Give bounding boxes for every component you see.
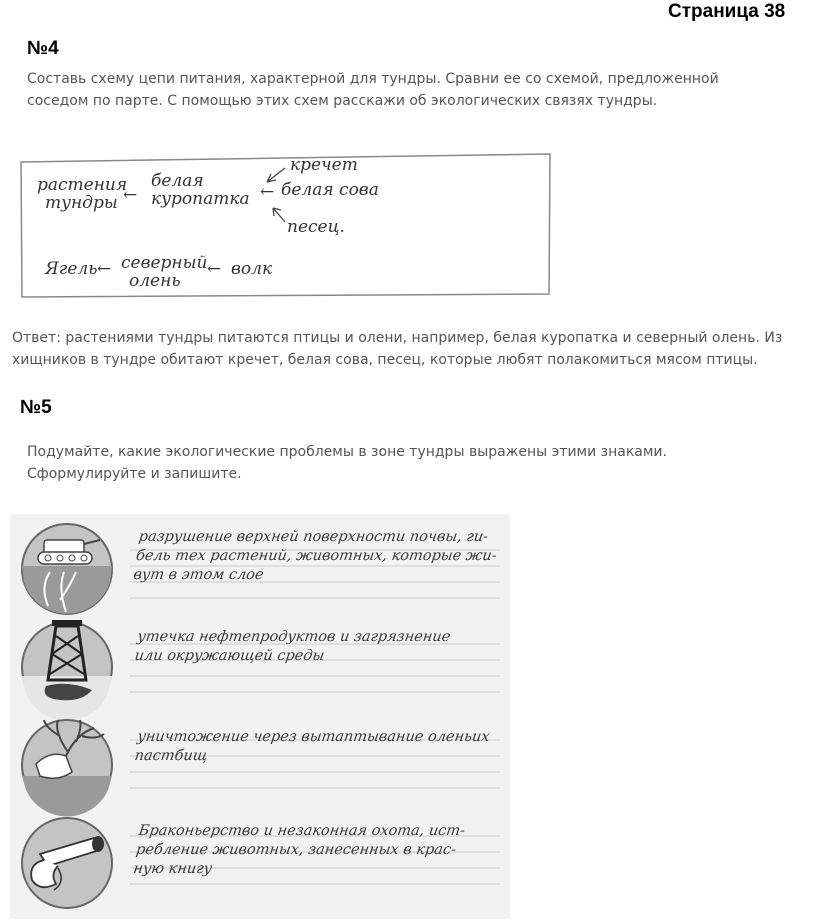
page-number: Страница 38 (668, 1, 786, 22)
arrow-2: ← (260, 182, 275, 202)
arrow-1: ← (123, 185, 138, 205)
wolf-label: волк (231, 259, 273, 279)
tank-tracks-icon (22, 524, 112, 614)
task4-answer-line-1: Ответ: растениями тундры питаются птицы и олени, например, белая куропатка и северный олень. Из (12, 330, 783, 346)
ptarmigan-label-2: куропатка (151, 189, 250, 209)
task4-instructions (27, 68, 807, 112)
task4-number: №4 (27, 38, 59, 59)
task4-instruction-line-2: соседом по парте. С помощью этих схем расскажи об экологических связях тундры. (27, 93, 658, 109)
food-chain-scheme (15, 150, 555, 300)
task4-answer (12, 327, 812, 371)
task5-answer-3-line-2: пастбищ (133, 748, 209, 764)
moss-label: Ягель (45, 259, 98, 279)
predator-snowy-owl: белая сова (281, 180, 379, 200)
task5-answer-1-line-3: вут в этом слое (132, 567, 265, 583)
task5-instructions (27, 441, 807, 485)
reindeer-label-1: северный (121, 253, 208, 273)
task5-answer-1 (132, 528, 510, 585)
task4-answer-line-2: хищников в тундре обитают кречет, белая сова, песец, которые любят полакомиться мясом птицы. (12, 352, 758, 368)
arrow-3: ← (97, 259, 112, 279)
task5-answer-2-line-1: утечка нефтепродуктов и загрязнение (136, 629, 452, 645)
gun-icon (22, 818, 112, 908)
task5-answer-2-line-2: или окружающей среды (133, 648, 326, 664)
arrow-4: ← (207, 259, 222, 279)
predator-arctic-fox: песец. (287, 217, 345, 237)
plants-label-2: тундры (45, 193, 118, 213)
reindeer-icon (22, 720, 112, 816)
task5-answer-3-line-1: уничтожение через вытаптывание оленьих (136, 729, 491, 745)
oil-derrick-icon (22, 620, 112, 720)
reindeer-label-2: олень (129, 271, 181, 291)
task5-answer-3 (133, 728, 508, 766)
task4-instruction-line-1: Составь схему цепи питания, характерной для тундры. Сравни ее со схемой, предложенной (27, 71, 719, 87)
arrow-arctic-fox (273, 208, 285, 222)
task5-answer-1-line-1: разрушение верхней поверхности почвы, ги- (137, 529, 490, 545)
task5-answer-2 (133, 628, 508, 666)
task5-instruction-line-2: Сформулируйте и запишите. (27, 466, 242, 482)
task5-answer-1-line-2: бель тех растений, животных, которые жи- (134, 548, 498, 564)
task5-answer-4-line-3: ную книгу (132, 861, 214, 877)
task5-number: №5 (20, 397, 52, 418)
task5-answer-4-line-2: ребление животных, занесенных в крас- (134, 842, 458, 858)
task5-answer-4 (132, 822, 510, 879)
ptarmigan-label-1: белая (151, 171, 204, 191)
plants-label-1: растения (37, 175, 128, 195)
task5-answer-4-line-1: Браконьерство и незаконная охота, ист- (137, 823, 467, 839)
task5-instruction-line-1: Подумайте, какие экологические проблемы в зоне тундры выражены этими знаками. (27, 444, 667, 460)
predator-gyrfalcon: кречет (290, 155, 358, 175)
